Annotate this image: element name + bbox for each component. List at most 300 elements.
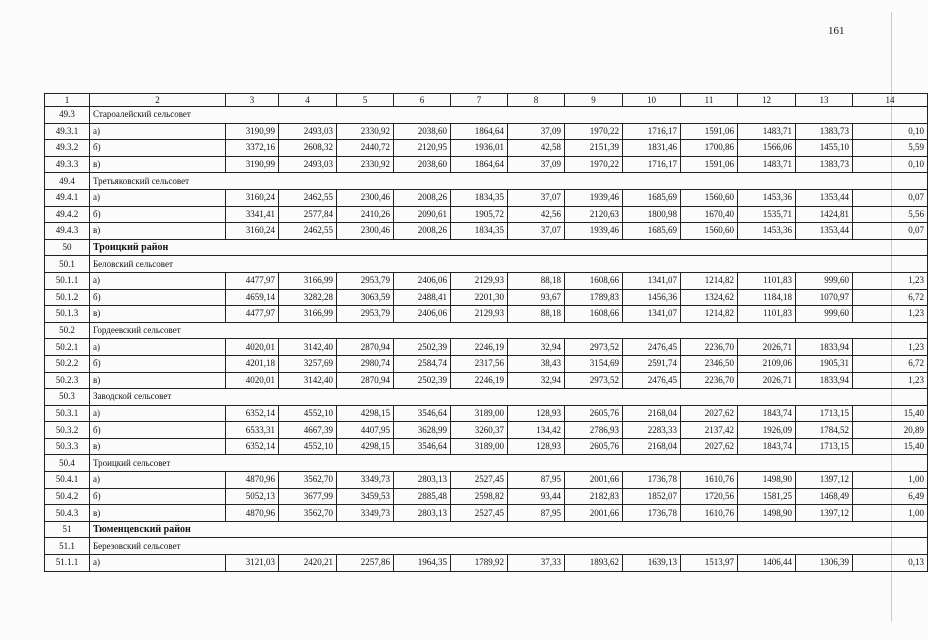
- page-number: 161: [828, 25, 845, 37]
- column-number-cell: 10: [623, 94, 681, 107]
- value-cell: 1513,97: [681, 555, 738, 572]
- value-cell: 4298,15: [337, 405, 394, 422]
- value-cell: 2236,70: [681, 339, 738, 356]
- value-cell: 2109,06: [738, 355, 796, 372]
- row-variant-label: а): [90, 123, 226, 140]
- value-cell: 3349,73: [337, 472, 394, 489]
- value-cell: 2151,39: [565, 140, 623, 157]
- value-cell: 2462,55: [279, 189, 337, 206]
- table-row: [45, 223, 928, 240]
- row-code: 50.2.2: [45, 355, 90, 372]
- value-cell: 93,44: [508, 488, 565, 505]
- value-cell: 0,07: [853, 223, 928, 240]
- council-name: Третьяковский сельсовет: [90, 173, 928, 190]
- value-cell: 1852,07: [623, 488, 681, 505]
- value-cell: 2870,94: [337, 372, 394, 389]
- value-cell: 3628,99: [394, 422, 451, 439]
- value-cell: 6533,31: [226, 422, 279, 439]
- row-code: 51: [45, 521, 90, 538]
- row-code: 50.4.2: [45, 488, 90, 505]
- value-cell: 37,09: [508, 123, 565, 140]
- value-cell: 1843,74: [738, 438, 796, 455]
- row-variant-label: б): [90, 289, 226, 306]
- column-number-cell: 7: [451, 94, 508, 107]
- value-cell: 1926,09: [738, 422, 796, 439]
- row-variant-label: а): [90, 272, 226, 289]
- value-cell: 4407,95: [337, 422, 394, 439]
- value-cell: 3562,70: [279, 505, 337, 522]
- value-cell: 2980,74: [337, 355, 394, 372]
- value-cell: 1,23: [853, 372, 928, 389]
- value-cell: 3341,41: [226, 206, 279, 223]
- value-cell: 1610,76: [681, 472, 738, 489]
- row-variant-label: в): [90, 306, 226, 323]
- value-cell: 2137,42: [681, 422, 738, 439]
- column-number-cell: 13: [796, 94, 853, 107]
- value-cell: 32,94: [508, 339, 565, 356]
- table-row: [45, 488, 928, 505]
- row-code: 49.3.1: [45, 123, 90, 140]
- value-cell: 2182,83: [565, 488, 623, 505]
- value-cell: 1397,12: [796, 505, 853, 522]
- value-cell: 4477,97: [226, 272, 279, 289]
- value-cell: 4552,10: [279, 438, 337, 455]
- value-cell: 3189,00: [451, 405, 508, 422]
- value-cell: 128,93: [508, 438, 565, 455]
- value-cell: 1214,82: [681, 272, 738, 289]
- value-cell: 2246,19: [451, 339, 508, 356]
- value-cell: 2129,93: [451, 272, 508, 289]
- value-cell: 3546,64: [394, 438, 451, 455]
- value-cell: 2330,92: [337, 123, 394, 140]
- value-cell: 1864,64: [451, 123, 508, 140]
- value-cell: 1581,25: [738, 488, 796, 505]
- value-cell: 2608,32: [279, 140, 337, 157]
- table-row: [45, 355, 928, 372]
- value-cell: 128,93: [508, 405, 565, 422]
- value-cell: 93,67: [508, 289, 565, 306]
- value-cell: 1483,71: [738, 123, 796, 140]
- row-variant-label: а): [90, 472, 226, 489]
- value-cell: 1789,83: [565, 289, 623, 306]
- value-cell: 2027,62: [681, 405, 738, 422]
- value-cell: 1964,35: [394, 555, 451, 572]
- value-cell: 37,33: [508, 555, 565, 572]
- table-row: [45, 422, 928, 439]
- value-cell: 2283,33: [623, 422, 681, 439]
- value-cell: 1591,06: [681, 156, 738, 173]
- value-cell: 1214,82: [681, 306, 738, 323]
- column-number-cell: 5: [337, 94, 394, 107]
- value-cell: 1,23: [853, 339, 928, 356]
- column-number-cell: 11: [681, 94, 738, 107]
- value-cell: 1560,60: [681, 189, 738, 206]
- value-cell: 2605,76: [565, 405, 623, 422]
- value-cell: 1341,07: [623, 272, 681, 289]
- row-variant-label: б): [90, 206, 226, 223]
- value-cell: 1406,44: [738, 555, 796, 572]
- council-row: [45, 389, 928, 406]
- council-name: Березовский сельсовет: [90, 538, 928, 555]
- value-cell: 3459,53: [337, 488, 394, 505]
- table-row: [45, 156, 928, 173]
- value-cell: 4667,39: [279, 422, 337, 439]
- table-row: [45, 206, 928, 223]
- row-variant-label: в): [90, 372, 226, 389]
- value-cell: 2129,93: [451, 306, 508, 323]
- value-cell: 3546,64: [394, 405, 451, 422]
- value-cell: 1591,06: [681, 123, 738, 140]
- value-cell: 2168,04: [623, 438, 681, 455]
- table-row: [45, 505, 928, 522]
- value-cell: 2001,66: [565, 472, 623, 489]
- value-cell: 1,23: [853, 306, 928, 323]
- council-name: Заводской сельсовет: [90, 389, 928, 406]
- value-cell: 1713,15: [796, 405, 853, 422]
- row-variant-label: б): [90, 140, 226, 157]
- table-row: [45, 123, 928, 140]
- value-cell: 88,18: [508, 272, 565, 289]
- row-code: 50.3.1: [45, 405, 90, 422]
- council-name: Гордеевский сельсовет: [90, 322, 928, 339]
- value-cell: 1468,49: [796, 488, 853, 505]
- value-cell: 2584,74: [394, 355, 451, 372]
- value-cell: 1685,69: [623, 189, 681, 206]
- value-cell: 2168,04: [623, 405, 681, 422]
- value-cell: 2885,48: [394, 488, 451, 505]
- value-cell: 1700,86: [681, 140, 738, 157]
- row-code: 50.1.1: [45, 272, 90, 289]
- value-cell: 87,95: [508, 472, 565, 489]
- value-cell: 2803,13: [394, 472, 451, 489]
- value-cell: 1353,44: [796, 223, 853, 240]
- column-number-cell: 3: [226, 94, 279, 107]
- value-cell: 1,23: [853, 272, 928, 289]
- table-row: [45, 555, 928, 572]
- value-cell: 3121,03: [226, 555, 279, 572]
- value-cell: 1905,72: [451, 206, 508, 223]
- council-name: Троицкий сельсовет: [90, 455, 928, 472]
- value-cell: 1834,35: [451, 189, 508, 206]
- row-variant-label: а): [90, 339, 226, 356]
- value-cell: 1424,81: [796, 206, 853, 223]
- row-code: 50.2.3: [45, 372, 90, 389]
- row-code: 50.3: [45, 389, 90, 406]
- row-variant-label: б): [90, 488, 226, 505]
- table-row: [45, 272, 928, 289]
- row-variant-label: б): [90, 355, 226, 372]
- value-cell: 87,95: [508, 505, 565, 522]
- value-cell: 3190,99: [226, 123, 279, 140]
- row-code: 50.3.3: [45, 438, 90, 455]
- value-cell: 2591,74: [623, 355, 681, 372]
- value-cell: 999,60: [796, 306, 853, 323]
- value-cell: 1833,94: [796, 372, 853, 389]
- value-cell: 3562,70: [279, 472, 337, 489]
- value-cell: 2577,84: [279, 206, 337, 223]
- value-cell: 4020,01: [226, 372, 279, 389]
- value-cell: 2598,82: [451, 488, 508, 505]
- district-row: [45, 521, 928, 538]
- value-cell: 3189,00: [451, 438, 508, 455]
- table-row: [45, 289, 928, 306]
- value-cell: 2346,50: [681, 355, 738, 372]
- value-cell: 3257,69: [279, 355, 337, 372]
- value-cell: 1,00: [853, 472, 928, 489]
- value-cell: 4870,96: [226, 505, 279, 522]
- value-cell: 2870,94: [337, 339, 394, 356]
- column-number-cell: 9: [565, 94, 623, 107]
- value-cell: 5,59: [853, 140, 928, 157]
- value-cell: 1970,22: [565, 156, 623, 173]
- value-cell: 2026,71: [738, 372, 796, 389]
- council-row: [45, 107, 928, 124]
- value-cell: 1939,46: [565, 223, 623, 240]
- value-cell: 3349,73: [337, 505, 394, 522]
- council-row: [45, 322, 928, 339]
- row-code: 50.4.3: [45, 505, 90, 522]
- value-cell: 2406,06: [394, 272, 451, 289]
- value-cell: 2027,62: [681, 438, 738, 455]
- council-name: Беловский сельсовет: [90, 256, 928, 273]
- value-cell: 2953,79: [337, 306, 394, 323]
- table-row: [45, 438, 928, 455]
- value-cell: 4020,01: [226, 339, 279, 356]
- value-cell: 1397,12: [796, 472, 853, 489]
- column-number-row: [45, 94, 928, 107]
- value-cell: 1970,22: [565, 123, 623, 140]
- value-cell: 0,13: [853, 555, 928, 572]
- value-cell: 2406,06: [394, 306, 451, 323]
- value-cell: 2462,55: [279, 223, 337, 240]
- value-cell: 5,56: [853, 206, 928, 223]
- value-cell: 3260,37: [451, 422, 508, 439]
- row-code: 50.1: [45, 256, 90, 273]
- table-row: [45, 339, 928, 356]
- value-cell: 1736,78: [623, 505, 681, 522]
- value-cell: 1455,10: [796, 140, 853, 157]
- row-variant-label: б): [90, 422, 226, 439]
- row-variant-label: в): [90, 438, 226, 455]
- value-cell: 1716,17: [623, 123, 681, 140]
- value-cell: 37,07: [508, 223, 565, 240]
- value-cell: 15,40: [853, 438, 928, 455]
- value-cell: 2502,39: [394, 339, 451, 356]
- value-cell: 3154,69: [565, 355, 623, 372]
- value-cell: 1834,35: [451, 223, 508, 240]
- value-cell: 1560,60: [681, 223, 738, 240]
- value-cell: 2803,13: [394, 505, 451, 522]
- value-cell: 4477,97: [226, 306, 279, 323]
- value-cell: 42,56: [508, 206, 565, 223]
- value-cell: 1,00: [853, 505, 928, 522]
- value-cell: 1720,56: [681, 488, 738, 505]
- value-cell: 38,43: [508, 355, 565, 372]
- value-cell: 1608,66: [565, 306, 623, 323]
- value-cell: 2786,93: [565, 422, 623, 439]
- table-row: [45, 306, 928, 323]
- value-cell: 1353,44: [796, 189, 853, 206]
- value-cell: 2973,52: [565, 372, 623, 389]
- value-cell: 1383,73: [796, 156, 853, 173]
- value-cell: 1306,39: [796, 555, 853, 572]
- value-cell: 1070,97: [796, 289, 853, 306]
- row-code: 50.2.1: [45, 339, 90, 356]
- value-cell: 1535,71: [738, 206, 796, 223]
- value-cell: 3677,99: [279, 488, 337, 505]
- value-cell: 1566,06: [738, 140, 796, 157]
- value-cell: 2410,26: [337, 206, 394, 223]
- value-cell: 37,07: [508, 189, 565, 206]
- value-cell: 1639,13: [623, 555, 681, 572]
- row-code: 49.3.3: [45, 156, 90, 173]
- value-cell: 2201,30: [451, 289, 508, 306]
- row-variant-label: а): [90, 405, 226, 422]
- value-cell: 4659,14: [226, 289, 279, 306]
- row-code: 50.4.1: [45, 472, 90, 489]
- value-cell: 1498,90: [738, 472, 796, 489]
- value-cell: 1685,69: [623, 223, 681, 240]
- value-cell: 2246,19: [451, 372, 508, 389]
- value-cell: 1483,71: [738, 156, 796, 173]
- council-row: [45, 455, 928, 472]
- value-cell: 6,72: [853, 355, 928, 372]
- value-cell: 134,42: [508, 422, 565, 439]
- value-cell: 2493,03: [279, 123, 337, 140]
- value-cell: 3166,99: [279, 306, 337, 323]
- value-cell: 3282,28: [279, 289, 337, 306]
- value-cell: 1341,07: [623, 306, 681, 323]
- row-code: 50: [45, 239, 90, 256]
- table-row: [45, 472, 928, 489]
- value-cell: 1736,78: [623, 472, 681, 489]
- value-cell: 1453,36: [738, 223, 796, 240]
- table-row: [45, 372, 928, 389]
- council-name: Староалейский сельсовет: [90, 107, 928, 124]
- value-cell: 1324,62: [681, 289, 738, 306]
- row-code: 49.4.3: [45, 223, 90, 240]
- value-cell: 20,89: [853, 422, 928, 439]
- value-cell: 3190,99: [226, 156, 279, 173]
- value-cell: 1831,46: [623, 140, 681, 157]
- value-cell: 2008,26: [394, 223, 451, 240]
- value-cell: 4870,96: [226, 472, 279, 489]
- column-number-cell: 14: [853, 94, 928, 107]
- value-cell: 2527,45: [451, 505, 508, 522]
- column-number-cell: 12: [738, 94, 796, 107]
- row-variant-label: в): [90, 505, 226, 522]
- council-row: [45, 173, 928, 190]
- value-cell: 3160,24: [226, 189, 279, 206]
- value-cell: 3160,24: [226, 223, 279, 240]
- row-code: 50.2: [45, 322, 90, 339]
- value-cell: 88,18: [508, 306, 565, 323]
- value-cell: 3063,59: [337, 289, 394, 306]
- value-cell: 2257,86: [337, 555, 394, 572]
- row-code: 49.4: [45, 173, 90, 190]
- value-cell: 2605,76: [565, 438, 623, 455]
- value-cell: 0,10: [853, 123, 928, 140]
- value-cell: 2476,45: [623, 372, 681, 389]
- column-number-cell: 6: [394, 94, 451, 107]
- value-cell: 1383,73: [796, 123, 853, 140]
- row-variant-label: в): [90, 223, 226, 240]
- table-row: [45, 189, 928, 206]
- value-cell: 1713,15: [796, 438, 853, 455]
- value-cell: 1608,66: [565, 272, 623, 289]
- value-cell: 6352,14: [226, 405, 279, 422]
- value-cell: 2493,03: [279, 156, 337, 173]
- table-row: [45, 140, 928, 157]
- value-cell: 1101,83: [738, 306, 796, 323]
- value-cell: 37,09: [508, 156, 565, 173]
- value-cell: 2120,95: [394, 140, 451, 157]
- value-cell: 1670,40: [681, 206, 738, 223]
- row-variant-label: а): [90, 555, 226, 572]
- value-cell: 2038,60: [394, 156, 451, 173]
- value-cell: 1939,46: [565, 189, 623, 206]
- row-code: 49.4.2: [45, 206, 90, 223]
- value-cell: 4298,15: [337, 438, 394, 455]
- row-code: 49.3: [45, 107, 90, 124]
- value-cell: 2330,92: [337, 156, 394, 173]
- value-cell: 1789,92: [451, 555, 508, 572]
- value-cell: 1905,31: [796, 355, 853, 372]
- row-code: 51.1.1: [45, 555, 90, 572]
- table-body: [45, 94, 928, 572]
- value-cell: 1893,62: [565, 555, 623, 572]
- value-cell: 1101,83: [738, 272, 796, 289]
- table-row: [45, 405, 928, 422]
- value-cell: 2502,39: [394, 372, 451, 389]
- value-cell: 1610,76: [681, 505, 738, 522]
- value-cell: 2440,72: [337, 140, 394, 157]
- value-cell: 1498,90: [738, 505, 796, 522]
- row-variant-label: а): [90, 189, 226, 206]
- value-cell: 5052,13: [226, 488, 279, 505]
- value-cell: 2527,45: [451, 472, 508, 489]
- value-cell: 2973,52: [565, 339, 623, 356]
- value-cell: 2236,70: [681, 372, 738, 389]
- value-cell: 6,49: [853, 488, 928, 505]
- value-cell: 1456,36: [623, 289, 681, 306]
- council-row: [45, 538, 928, 555]
- value-cell: 1833,94: [796, 339, 853, 356]
- value-cell: 2120,63: [565, 206, 623, 223]
- row-code: 50.1.3: [45, 306, 90, 323]
- row-code: 50.1.2: [45, 289, 90, 306]
- value-cell: 3372,16: [226, 140, 279, 157]
- value-cell: 999,60: [796, 272, 853, 289]
- value-cell: 3166,99: [279, 272, 337, 289]
- value-cell: 42,58: [508, 140, 565, 157]
- value-cell: 2420,21: [279, 555, 337, 572]
- value-cell: 0,07: [853, 189, 928, 206]
- value-cell: 1453,36: [738, 189, 796, 206]
- value-cell: 1843,74: [738, 405, 796, 422]
- value-cell: 3142,40: [279, 339, 337, 356]
- column-number-cell: 4: [279, 94, 337, 107]
- column-number-cell: 2: [90, 94, 226, 107]
- value-cell: 2090,61: [394, 206, 451, 223]
- value-cell: 3142,40: [279, 372, 337, 389]
- row-code: 50.3.2: [45, 422, 90, 439]
- row-code: 49.3.2: [45, 140, 90, 157]
- value-cell: 2476,45: [623, 339, 681, 356]
- district-name: Тюменцевский район: [90, 521, 928, 538]
- value-cell: 2488,41: [394, 289, 451, 306]
- value-cell: 2008,26: [394, 189, 451, 206]
